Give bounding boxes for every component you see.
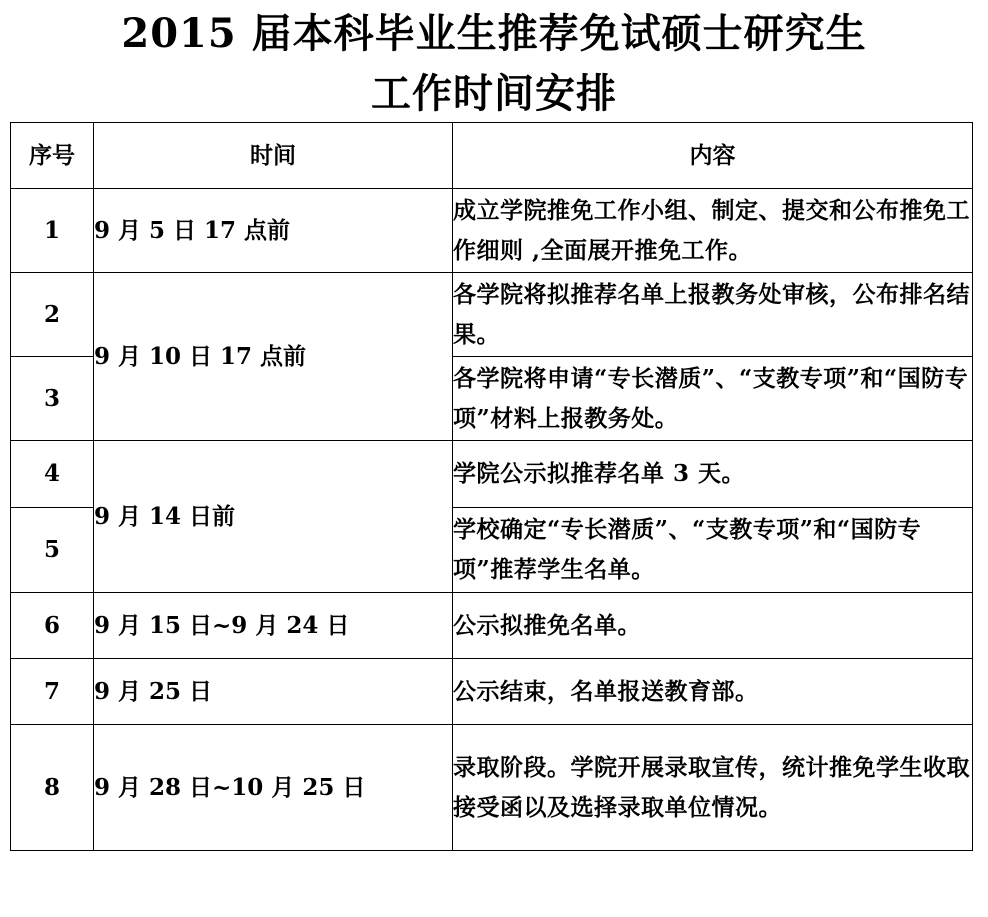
table-row [11, 441, 973, 508]
row-number: 3 [11, 357, 94, 441]
row-number: 4 [11, 441, 94, 508]
schedule-table [10, 122, 973, 851]
row-content: 成立学院推免工作小组、制定、提交和公布推免工作细则 ,全面展开推免工作。 [453, 189, 973, 273]
table-row [11, 273, 973, 357]
table-row [11, 725, 973, 851]
header-no: 序号 [11, 123, 94, 189]
row-time: 9 月 5 日 17 点前 [94, 189, 453, 273]
page-subtitle: 工作时间安排 [371, 70, 617, 117]
row-content: 学校确定“专长潜质”、“支教专项”和“国防专项”推荐学生名单。 [453, 508, 973, 593]
table-row [11, 659, 973, 725]
row-number: 6 [11, 593, 94, 659]
header-content: 内容 [453, 123, 973, 189]
table-row [11, 593, 973, 659]
row-number: 8 [11, 725, 94, 851]
row-number: 1 [11, 189, 94, 273]
row-content: 公示结束，名单报送教育部。 [453, 659, 973, 725]
row-content: 公示拟推免名单。 [453, 593, 973, 659]
row-number: 2 [11, 273, 94, 357]
row-time: 9 月 14 日前 [94, 441, 453, 593]
table-row [11, 189, 973, 273]
table-header-row [11, 123, 973, 189]
row-time: 9 月 10 日 17 点前 [94, 273, 453, 441]
row-content: 各学院将申请“专长潜质”、“支教专项”和“国防专项”材料上报教务处。 [453, 357, 973, 441]
row-time: 9 月 28 日~10 月 25 日 [94, 725, 453, 851]
row-time: 9 月 25 日 [94, 659, 453, 725]
row-number: 5 [11, 508, 94, 593]
row-number: 7 [11, 659, 94, 725]
row-time: 9 月 15 日~9 月 24 日 [94, 593, 453, 659]
page-title: 2015 届本科毕业生推荐免试硕士研究生 [121, 10, 867, 57]
row-content: 录取阶段。学院开展录取宣传，统计推免学生收取接受函以及选择录取单位情况。 [453, 725, 973, 851]
row-content: 各学院将拟推荐名单上报教务处审核，公布排名结果。 [453, 273, 973, 357]
row-content: 学院公示拟推荐名单 3 天。 [453, 441, 973, 508]
header-time: 时间 [94, 123, 453, 189]
